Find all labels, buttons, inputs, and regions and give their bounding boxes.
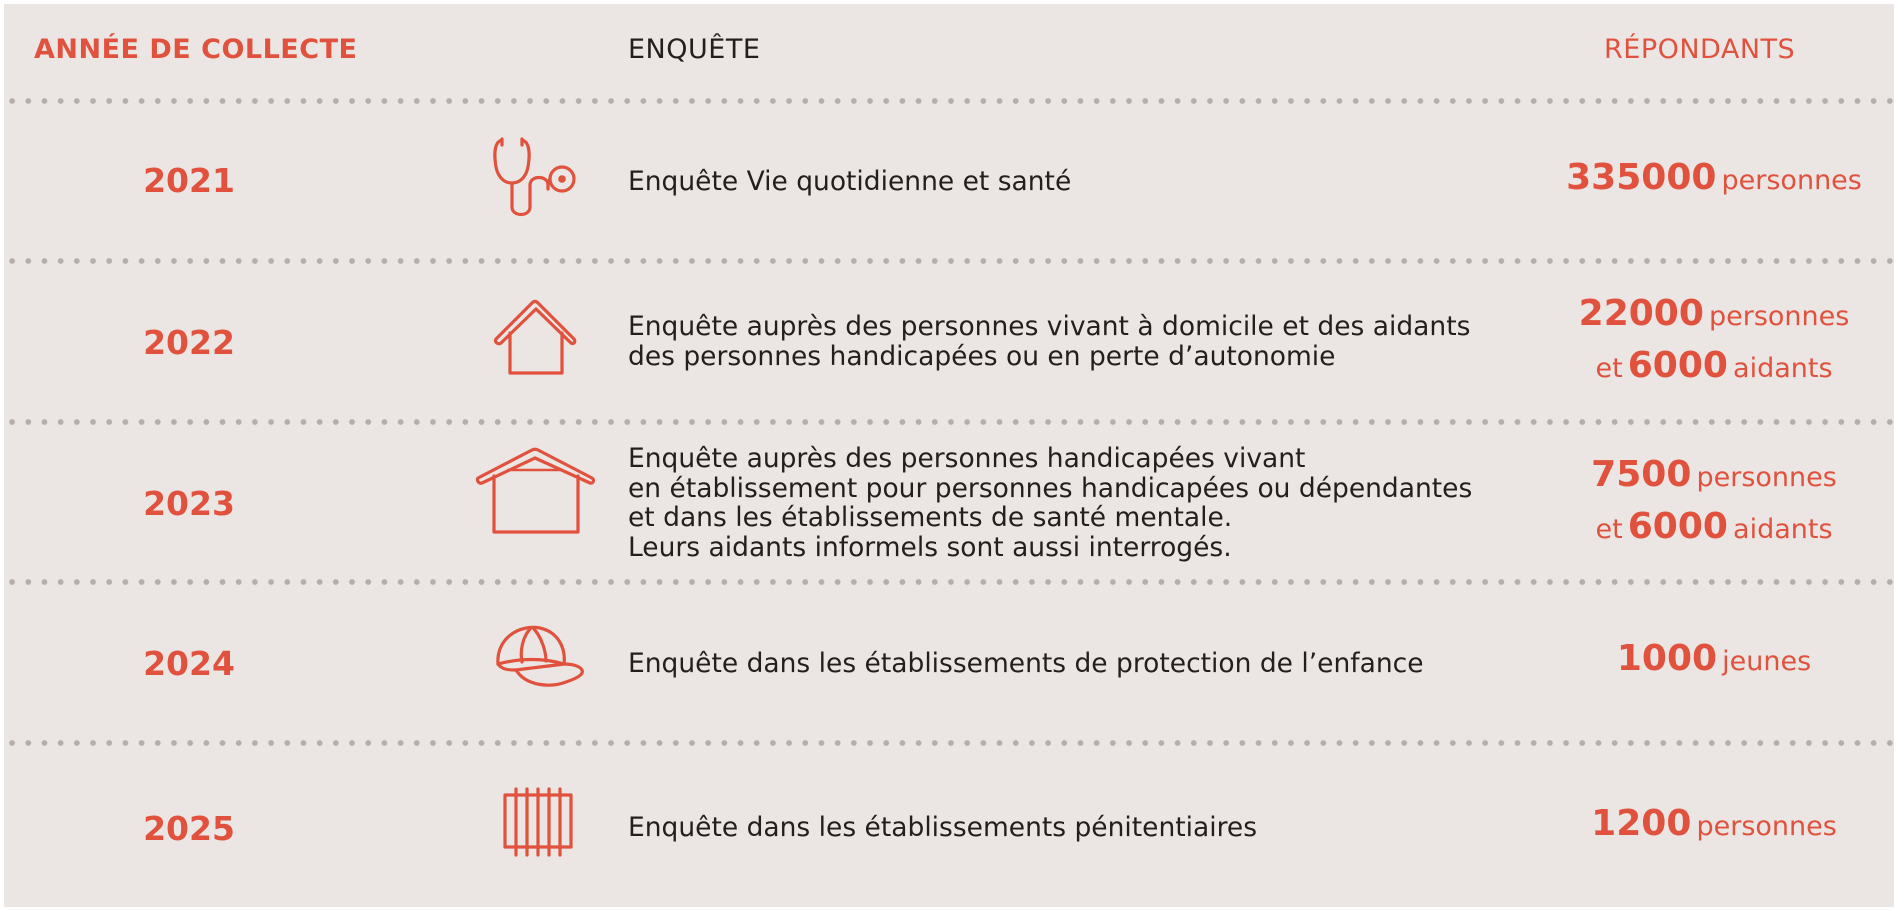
table-row bbox=[4, 261, 1894, 421]
row-year: 2022 bbox=[143, 323, 235, 362]
respondents-unit: personnes bbox=[1709, 301, 1850, 332]
row-respondents bbox=[1484, 155, 1897, 207]
respondents-unit: aidants bbox=[1733, 353, 1833, 384]
column-header-year: ANNÉE DE COLLECTE bbox=[34, 34, 358, 65]
respondents-line bbox=[1484, 801, 1897, 853]
respondents-unit: personnes bbox=[1696, 462, 1837, 493]
description-line: des personnes handicapées ou en perte d’autonomie bbox=[628, 340, 1336, 372]
respondents-unit: jeunes bbox=[1722, 646, 1812, 677]
description-line: Enquête Vie quotidienne et santé bbox=[628, 166, 1072, 197]
respondents-prefix: et bbox=[1595, 353, 1623, 384]
table-header bbox=[4, 4, 1894, 100]
respondents-number: 6000 bbox=[1627, 506, 1728, 547]
respondents-number: 1200 bbox=[1591, 803, 1692, 844]
respondents-line bbox=[1484, 291, 1897, 343]
row-year: 2023 bbox=[143, 484, 235, 523]
row-description bbox=[628, 312, 1470, 371]
respondents-line bbox=[1484, 504, 1897, 556]
description-line: Leurs aidants informels sont aussi interrogés. bbox=[628, 531, 1232, 563]
respondents-number: 6000 bbox=[1627, 345, 1728, 386]
building-icon bbox=[474, 448, 600, 538]
respondents-line bbox=[1484, 155, 1897, 207]
column-header-survey: ENQUÊTE bbox=[628, 34, 761, 65]
respondents-line bbox=[1484, 452, 1897, 504]
survey-table bbox=[4, 4, 1894, 907]
row-description bbox=[628, 444, 1472, 562]
cap-icon bbox=[494, 624, 586, 690]
description-line: Enquête dans les établissements de protection de l’enfance bbox=[628, 648, 1424, 679]
row-description bbox=[628, 813, 1257, 843]
respondents-number: 335000 bbox=[1566, 157, 1717, 198]
row-respondents bbox=[1484, 801, 1897, 853]
row-description bbox=[628, 649, 1424, 679]
respondents-prefix: et bbox=[1595, 514, 1623, 545]
respondents-unit: personnes bbox=[1696, 811, 1837, 842]
house-icon bbox=[492, 299, 584, 379]
respondents-line bbox=[1484, 636, 1897, 688]
description-line: Enquête auprès des personnes handicapées vivant bbox=[628, 443, 1306, 474]
description-line: Enquête auprès des personnes vivant à domicile et des aidants bbox=[628, 311, 1471, 342]
row-respondents bbox=[1484, 452, 1897, 556]
prison-bars-icon bbox=[502, 787, 578, 859]
row-year: 2025 bbox=[143, 809, 235, 848]
row-description bbox=[628, 167, 1071, 197]
row-respondents bbox=[1484, 291, 1897, 395]
stethoscope-icon bbox=[492, 137, 588, 221]
description-line: Enquête dans les établissements pénitentiaires bbox=[628, 812, 1258, 843]
respondents-number: 22000 bbox=[1578, 293, 1704, 334]
table-row bbox=[4, 743, 1894, 907]
table-row bbox=[4, 422, 1894, 582]
respondents-unit: aidants bbox=[1733, 514, 1833, 545]
row-year: 2021 bbox=[143, 161, 235, 200]
table-row bbox=[4, 582, 1894, 742]
column-header-respondents: RÉPONDANTS bbox=[1604, 34, 1796, 65]
respondents-number: 7500 bbox=[1591, 454, 1692, 495]
respondents-unit: personnes bbox=[1721, 165, 1862, 196]
description-line: en établissement pour personnes handicapées ou dépendantes bbox=[628, 472, 1473, 504]
row-respondents bbox=[1484, 636, 1897, 688]
row-year: 2024 bbox=[143, 644, 235, 683]
respondents-number: 1000 bbox=[1616, 638, 1718, 679]
description-line: et dans les établissements de santé mentale. bbox=[628, 502, 1233, 533]
respondents-line bbox=[1484, 343, 1897, 395]
table-row bbox=[4, 101, 1894, 261]
